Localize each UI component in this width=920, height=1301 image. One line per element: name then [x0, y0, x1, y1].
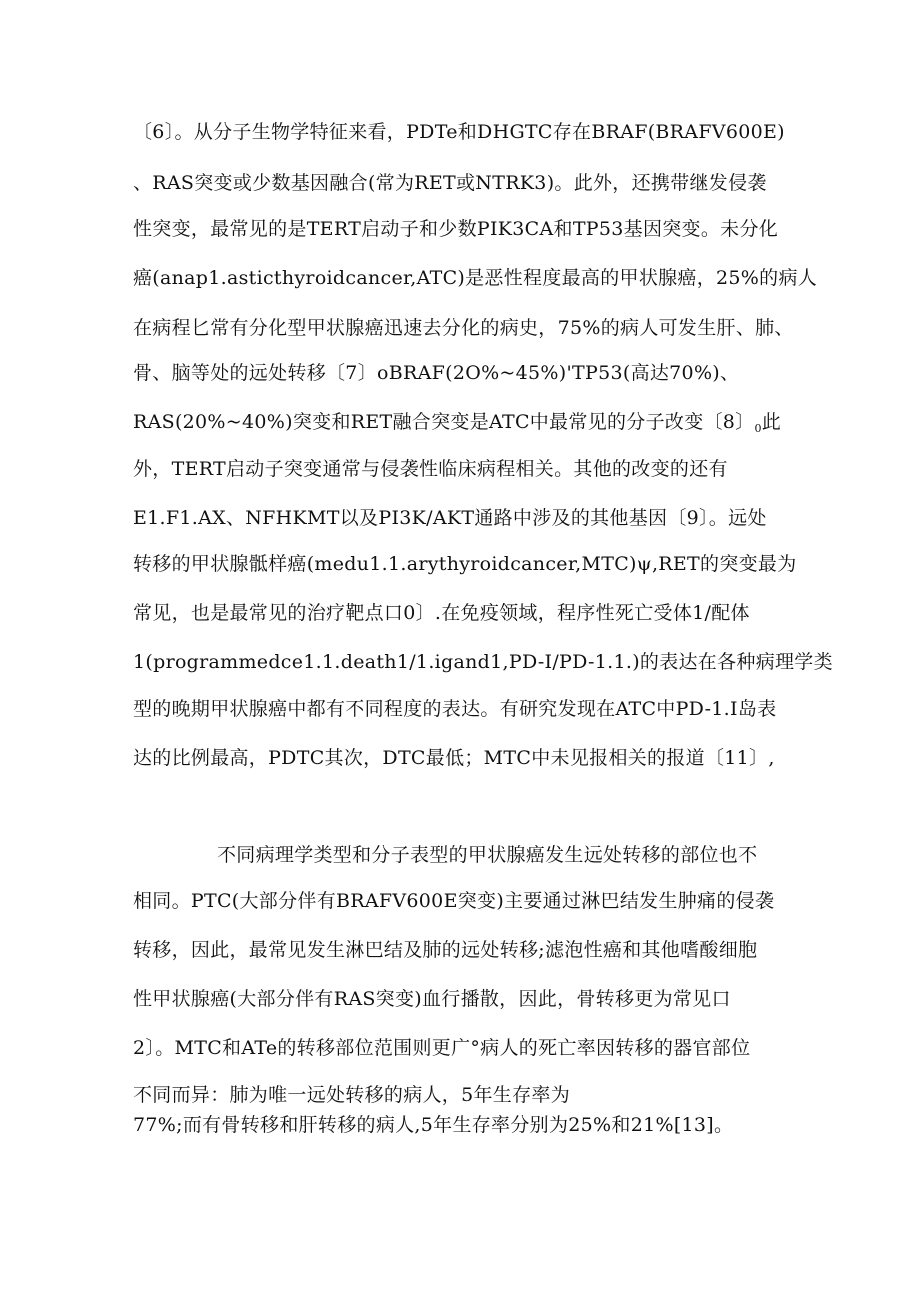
text-line: 1(programmedce1.1.death1/1.igand1,PD-I/PD-1.1.)的表达在各种病理学类 — [133, 651, 833, 673]
text-line: 常见，也是最常见的治疗靶点口0〕.在免疫领域，程序性死亡受体1/配体 — [133, 602, 750, 624]
text-line-main: RAS(20%~40%)突变和RET融合突变是ATC中最常见的分子改变〔8〕 — [133, 411, 755, 433]
text-line: 癌(anap1.asticthyroidcancer,ATC)是恶性程度最高的甲状腺癌，25%的病人 — [133, 267, 818, 289]
text-line: 、RAS突变或少数基因融合(常为RET或NTRK3)。此外，还携带继发侵袭 — [133, 172, 767, 194]
text-line: 2〕。MTC和ATe的转移部位范围则更广°病人的死亡率因转移的器官部位 — [133, 1037, 751, 1059]
text-line: 转移，因此，最常见发生淋巴结及肺的远处转移;滤泡性癌和其他嗜酸细胞 — [133, 939, 758, 961]
text-line: 性甲状腺癌(大部分伴有RAS突变)血行播散，因此，骨转移更为常见口 — [133, 988, 731, 1010]
text-line: 型的晚期甲状腺癌中都有不同程度的表达。有研究发现在ATC中PD-1.I岛表 — [133, 698, 777, 720]
text-line: 77%;而有骨转移和肝转移的病人,5年生存率分别为25%和21%[13]。 — [133, 1114, 734, 1136]
text-line: 在病程匕常有分化型甲状腺癌迅速去分化的病史，75%的病人可发生肝、肺、 — [133, 317, 794, 339]
text-line: E1.F1.AX、NFHKMT以及PI3K/AKT通路中涉及的其他基因〔9〕。远处 — [133, 507, 767, 529]
subscript: 0 — [754, 422, 762, 435]
text-line: 性突变，最常见的是TERT启动子和少数PIK3CA和TP53基因突变。未分化 — [133, 218, 779, 240]
text-line: 转移的甲状腺骶样癌(medu1.1.arythyroidcancer,MTC)ψ,RET的突变最为 — [133, 553, 797, 575]
text-line: 不同而异：肺为唯一远处转移的病人，5年生存率为 — [133, 1084, 570, 1106]
text-line: 外，TERT启动子突变通常与侵袭性临床病程相关。其他的改变的还有 — [133, 458, 728, 480]
text-line: 相同。PTC(大部分伴有BRAFV600E突变)主要通过淋巴结发生肿痛的侵袭 — [133, 890, 775, 912]
text-line — [133, 410, 781, 441]
text-line: 骨、脑等处的远处转移〔7〕oBRAF(2O%~45%)'TP53(高达70%)、 — [133, 362, 740, 384]
text-line: 〔6〕。从分子生物学特征来看，PDTe和DHGTC存在BRAF(BRAFV600E) — [133, 121, 785, 143]
text-line-tail: 此 — [761, 411, 782, 433]
text-line: 不同病理学类型和分子表型的甲状腺癌发生远处转移的部位也不 — [217, 844, 758, 866]
text-line: 达的比例最高，PDTC其次，DTC最低；MTC中未见报相关的报道〔11〕, — [133, 747, 775, 769]
